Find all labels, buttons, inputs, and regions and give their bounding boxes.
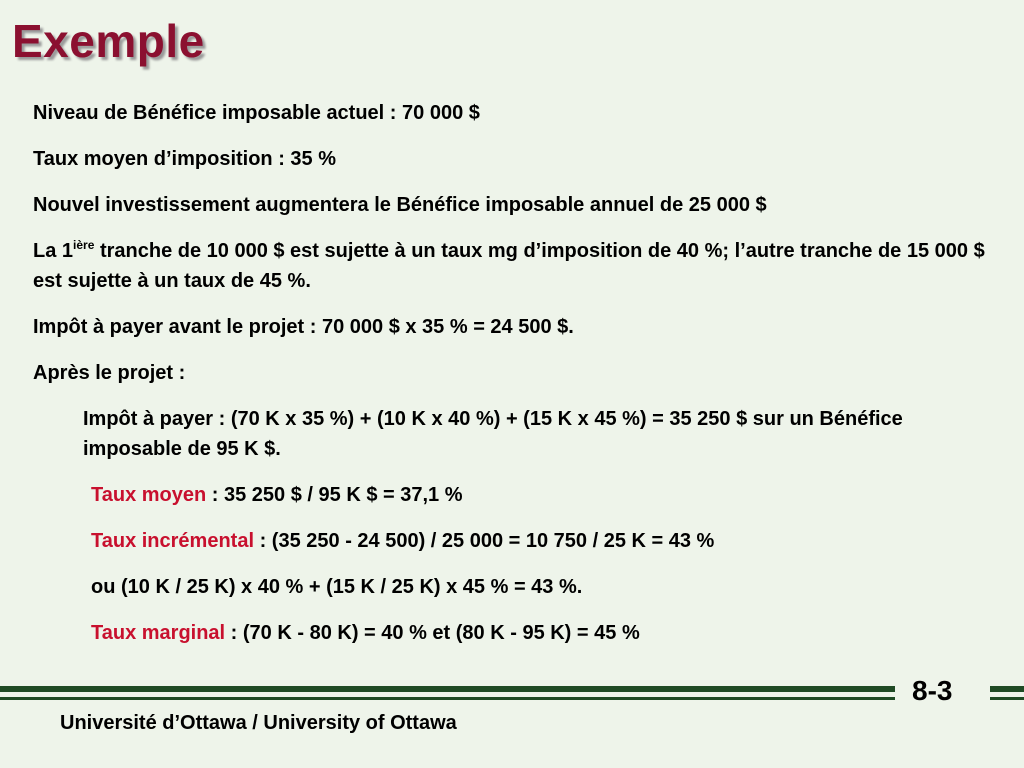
text-line-current-income: Niveau de Bénéfice imposable actuel : 70 000 $ — [33, 102, 480, 124]
tranches-prefix: La 1 — [33, 240, 74, 262]
footer-rule-right-thick — [990, 686, 1024, 692]
slide-title: Exemple — [12, 15, 205, 67]
text-line-average-rate: Taux moyen d’imposition : 35 % — [33, 148, 337, 170]
footer-rule-right-thin — [990, 697, 1024, 700]
term-marginal-rate: Taux marginal — [91, 622, 226, 644]
text-line-marginal-rate — [91, 618, 993, 648]
term-average-rate: Taux moyen — [91, 484, 207, 506]
slide-body — [33, 98, 993, 664]
text-line-incremental-rate — [91, 526, 993, 556]
marginal-rate-calc: : (70 K - 80 K) = 40 % et (80 K - 95 K) = 45 % — [225, 622, 640, 644]
footer-rule-thick — [0, 686, 895, 692]
footer-rule-thin — [0, 697, 895, 700]
text-line-new-investment: Nouvel investissement augmentera le Bénéfice imposable annuel de 25 000 $ — [33, 194, 767, 216]
text-line-tranches — [33, 236, 993, 296]
tranches-rest: tranche de 10 000 $ est sujette à un taux mg d’imposition de 40 %; l’autre tranche de 15 000 $ est sujette à un taux de 45 %. — [33, 240, 985, 292]
tranches-superscript: ière — [73, 238, 95, 252]
text-line-tax-before: Impôt à payer avant le projet : 70 000 $ x 35 % = 24 500 $. — [33, 316, 574, 338]
average-rate-calc: : 35 250 $ / 95 K $ = 37,1 % — [206, 484, 463, 506]
text-line-after-project: Après le projet : — [33, 362, 186, 384]
text-line-tax-after: Impôt à payer : (70 K x 35 %) + (10 K x 40 %) + (15 K x 45 %) = 35 250 $ sur un Bénéfice imposable de 95 K $. — [83, 408, 903, 460]
text-line-incremental-alt: ou (10 K / 25 K) x 40 % + (15 K / 25 K) x 45 % = 43 %. — [91, 576, 583, 598]
footer-text: Université d’Ottawa / University of Ottawa — [60, 712, 457, 734]
text-line-average-rate-calc — [91, 480, 993, 510]
slide-number: 8-3 — [912, 675, 953, 706]
term-incremental-rate: Taux incrémental — [91, 530, 255, 552]
incremental-rate-calc: : (35 250 - 24 500) / 25 000 = 10 750 / 25 K = 43 % — [254, 530, 715, 552]
